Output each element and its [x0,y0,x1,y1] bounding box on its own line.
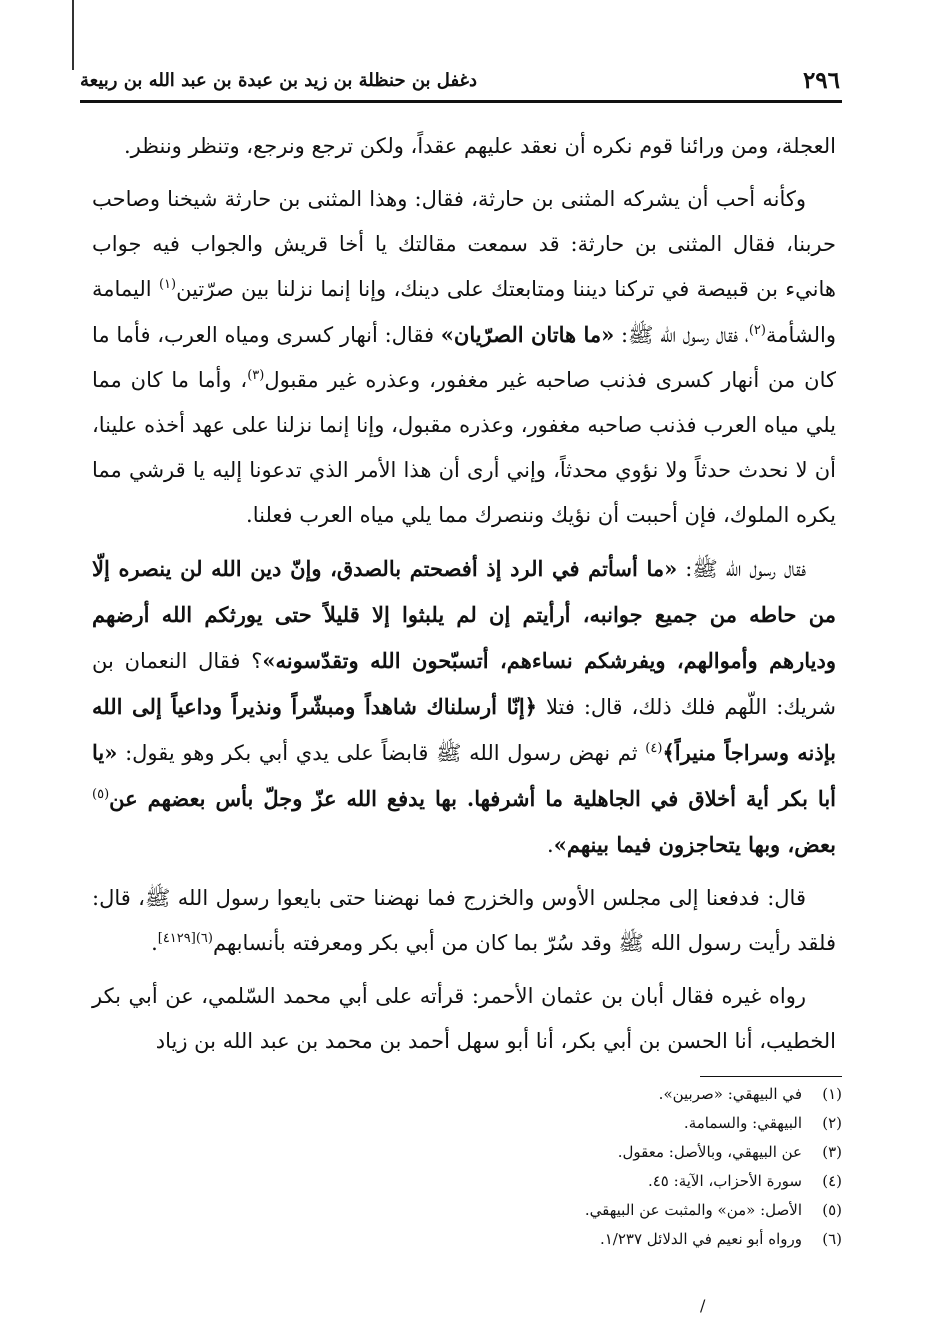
text-segment: العجلة، ومن ورائنا قوم نكره أن نعقد عليهم عقداً، ولكن ترجع ونرجع، وتنظر وننظر. [124,134,836,158]
footnote-number: (٣) [822,1143,842,1161]
footnote [400,1225,842,1254]
text-segment: ؟ فقال النعمان بن شريك: اللّهم فلك ذلك، قال: فتلا [92,649,837,719]
quoted-text: «ما هاتان الصرّيان» [440,322,615,347]
quoted-text: بعض، وبها يتحاجزون فيما بينهم» [553,832,836,857]
footnote [400,1167,842,1196]
footnote [400,1138,842,1167]
footnote-number: (٦) [822,1230,842,1248]
footnote [400,1196,842,1225]
footnote [400,1109,842,1138]
footnote-ref: (٦)[٤١٢٩] [157,931,213,946]
footnote-rule [700,1076,842,1077]
paragraph [92,177,836,538]
text-segment: قال: فدفعنا إلى مجلس الأوس والخزرج فما نهضنا حتى بايعوا رسول الله ﷺ، قال: فلقد رأيت رسول الله ﷺ وقد سُرّ بما كان من أبي بكر ومعرفته بأنسابهم [92,886,836,955]
footnote-text: البيهقي: والسمامة. [683,1114,802,1132]
running-title: دغفل بن حنظلة بن زيد بن عبدة بن عبد الله بن ربيعة [80,69,477,91]
footnote-number: (٢) [822,1114,842,1132]
footnote-text: الأصل: «من» والمثبت عن البيهقي. [584,1201,802,1219]
paragraph [92,876,836,966]
text-segment: فقال: أنهار كسرى ومياه العرب، فأما ما كان من أنهار كسرى فذنب صاحبه غير مغفور، وعذره غير مقبول [92,323,836,392]
quoted-text: ﴿إنّا أرسلناك شاهداً ومبشّراً ونذيراً وداعياً إلى الله بإذنه وسراجاً منيراً﴾ [92,694,836,765]
footnote-number: (٥) [822,1201,842,1219]
text-segment: ، فقال رسول الله ﷺ: [614,323,749,347]
footnote-ref: (٢) [748,323,766,338]
footnote-ref: (٣) [247,368,265,383]
paragraph [92,124,836,169]
main-text [92,124,836,1072]
footnotes [400,1080,842,1254]
text-segment: وكأنه أحب أن يشركه المثنى بن حارثة، فقال: وهذا المثنى بن حارثة شيخنا وصاحب حربنا، فقال المثنى بن حارثة: قد سمعت مقالتك يا أخا قريش والجواب فيه جواب هانيء بن قبيصة في تركنا ديننا ومتابعتك على دينك، وإنا إنما نزلنا بين صرّتين [92,187,836,301]
paragraph [92,974,836,1064]
footnote [400,1080,842,1109]
text-segment: ثم نهض رسول الله ﷺ قابضاً على يدي أبي بكر وهو يقول: [117,741,646,765]
footnote-text: في البيهقي: «صربين». [658,1085,802,1103]
footnote-text: ورواه أبو نعيم في الدلائل ١/٢٣٧. [599,1230,802,1248]
footnote-text: سورة الأحزاب، الآية: ٤٥. [647,1172,802,1190]
footnote-number: (٤) [822,1172,842,1190]
page-mark: / [700,1296,706,1315]
page-number: ٢٩٦ [802,66,840,94]
header-rule [80,100,842,103]
footnote-ref: (٤) [645,741,663,756]
page-header [80,62,840,98]
margin-rule [72,0,74,70]
text-segment: فقال رسول الله ﷺ: [677,557,806,581]
footnote-ref: (٥) [92,787,110,802]
footnote-number: (١) [822,1085,842,1103]
quoted-text: «يا أبا بكر أية أخلاق في الجاهلية ما أشرفها. بها يدفع الله عزّ وجلّ بأس بعضهم عن [92,740,836,811]
text-segment: . [151,931,158,955]
text-segment: ، وأما ما كان مما يلي مياه العرب فذنب صاحبه مغفور، وعذره مقبول، وإنا إنما نزلنا على عهد أخذه علينا، أن لا نحدث حدثاً ولا نؤوي محدثاً، وإني أرى أن هذا الأمر الذي تدعونا إليه يا قرشي مما يكره الملوك، فإن أحببت أن نؤيك وننصرك مما يلي مياه العرب فعلنا. [92,368,836,527]
paragraph [92,546,836,868]
text-segment: رواه غيره فقال أبان بن عثمان الأحمر: قرأته على أبي محمد السّلمي، عن أبي بكر الخطيب، أنا الحسن بن أبي بكر، أنا أبو سهل أحمد بن محمد بن عبد الله بن زياد [92,984,836,1053]
footnote-ref: (١) [158,277,177,292]
footnote-text: عن البيهقي، وبالأصل: معقول. [617,1143,802,1161]
text-segment: اليمامة والشأمة [92,277,836,347]
quoted-text: «ما أسأتم في الرد إذ أفصحتم بالصدق، وإنّ دين الله لن ينصره إلّا من حاطه من جميع جوانبه، أرأيتم إن لم يلبثوا إلا قليلاً حتى يورثكم الله أرضهم وديارهم وأموالهم، ويفرشكم نساءهم، أتسبّحون الله وتقدّسونه» [92,556,837,673]
text-segment: . [547,833,554,857]
